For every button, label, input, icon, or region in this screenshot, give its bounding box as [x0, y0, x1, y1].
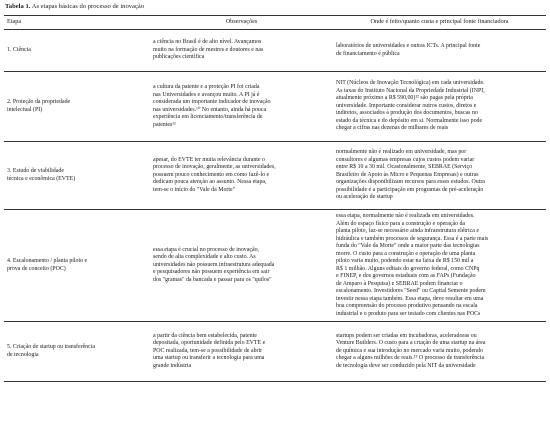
table-caption-label: Tabela 1.	[5, 3, 31, 10]
table-row	[4, 142, 546, 210]
cell-onde: startups podem ser criadas em incubadoras, aceleradoras ou Venture Builders. O custo para a criação de uma startup na área de química e sua introdução no mercado varia muito, podendo chegar a alguns milhões de reais.¹³ O processo de transferência de tecnologia deve ser conduzido pela NIT da universidade	[333, 322, 546, 382]
table-row	[4, 210, 546, 322]
cell-etapa: 5. Criação de startup ou transferência de tecnologia	[4, 322, 150, 382]
cell-etapa: 4. Escalonamento / planta piloto e prova de conceito (POC)	[4, 210, 150, 322]
table-caption-title: As etapas básicas do processo de inovação	[31, 3, 145, 10]
cell-observacoes: essa etapa é crucial no processo de inovação, sendo de alta complexidade e alto custo. As universidades não possuem infraestrutura adequada e pesquisadores não possuem experiência em sair dos "gramas" da bancada e passar para os "quilos"	[150, 210, 333, 322]
cell-onde: NIT (Núcleos de Inovação Tecnológica) em cada universidade. As taxas do Instituto Nacional da Propriedade Industrial (INPI, atualmente próximo a R$ 590,00)¹² são pagas pela própria universidade. Importante considerar outros custos, diretos e indiretos, associados à produção dos documentos, buscas no estado da técnica e do depósito em si. Normalmente isso pode chegar a cifras nas dezenas de milhares de reais	[333, 72, 546, 142]
cell-onde: normalmente não é realizado em universidade, mas por consultores e algumas empresas cujos custos podem variar entre R$ 10 a 30 mil. Ocasionalmente, SEBRAE (Serviço Brasileiro de Apoio às Micro e Pequenas Empresas) e outras organizações disponibilizam recursos para esses estudos. Outra possibilidade é a participação em programas de pré-aceleração ou aceleração de startup	[333, 142, 546, 210]
header-etapa: Etapa	[4, 16, 150, 30]
cell-observacoes: apesar, do EVTE ter muita relevância durante o processo de inovação, geralmente, as universidades, possuem pouco conhecimento em como fazê-lo e dedicam pouca atenção ao assunto. Nessa etapa, tem-se o início do "Vale da Morte"	[150, 142, 333, 210]
table-header-row	[4, 16, 546, 30]
table-row	[4, 72, 546, 142]
cell-onde: laboratórios de universidades e outras ICTs. A principal fonte de financiamento é pública	[333, 30, 546, 72]
header-observacoes: Observações	[150, 16, 333, 30]
cell-etapa: 3. Estudo de viabilidade técnica e econômica (EVTE)	[4, 142, 150, 210]
cell-etapa: 2. Proteção da propriedade intelectual (PI)	[4, 72, 150, 142]
innovation-stages-table	[4, 15, 546, 382]
cell-etapa: 1. Ciência	[4, 30, 150, 72]
table-row	[4, 322, 546, 382]
table-caption	[5, 2, 144, 11]
cell-observacoes: a ciência no Brasil é de alto nível. Avançamos muito na formação de mestres e doutores e nas publicações científica	[150, 30, 333, 72]
cell-observacoes: a cultura da patente e a proteção PI foi criada nas Universidades e avançou muito. A PI já é considerada um importante indicador de inovação nas universidades.¹⁰ No entanto, ainda há pouca experiência em licenciamento/transferência de patentes¹¹	[150, 72, 333, 142]
table-row	[4, 30, 546, 72]
cell-onde: essa etapa, normalmente não é realizada em universidades. Além do espaço físico para a construção e operação da planta piloto, faz-se necessário ainda infraestrutura elétrica e hidráulica e também processos de segurança. Essa é a parte mais funda do "Vale da Morte" onde a maior parte das tecnologias morre. O custo para a construção e operação de uma planta piloto varia muito, podendo estar na faixa de R$ 150 mil a R$ 1 milhão. Alguns editais do governo federal, como CNPq e FINEP, e dos governos estaduais com as FAPs (Fundação de Amparo à Pesquisa) e SEBRAE podem financiar o escalonamento. Investidores "Seed" ou Capital Semente podem investir nessa etapa também. Essa etapa, deve resultar em uma boa compreensão do processo produtivo pensando na escala industrial e o produto para ser testado com clientes nas POCs	[333, 210, 546, 322]
cell-observacoes: a partir da ciência bem estabelecida, patente depositada, oportunidade definida pelo EVTE e POC realizada, tem-se a possibilidade de abrir uma startup ou transferir a tecnologia para uma grande indústria	[150, 322, 333, 382]
header-onde: Onde é feito/quanto custa e principal fonte financiadora	[333, 16, 546, 30]
